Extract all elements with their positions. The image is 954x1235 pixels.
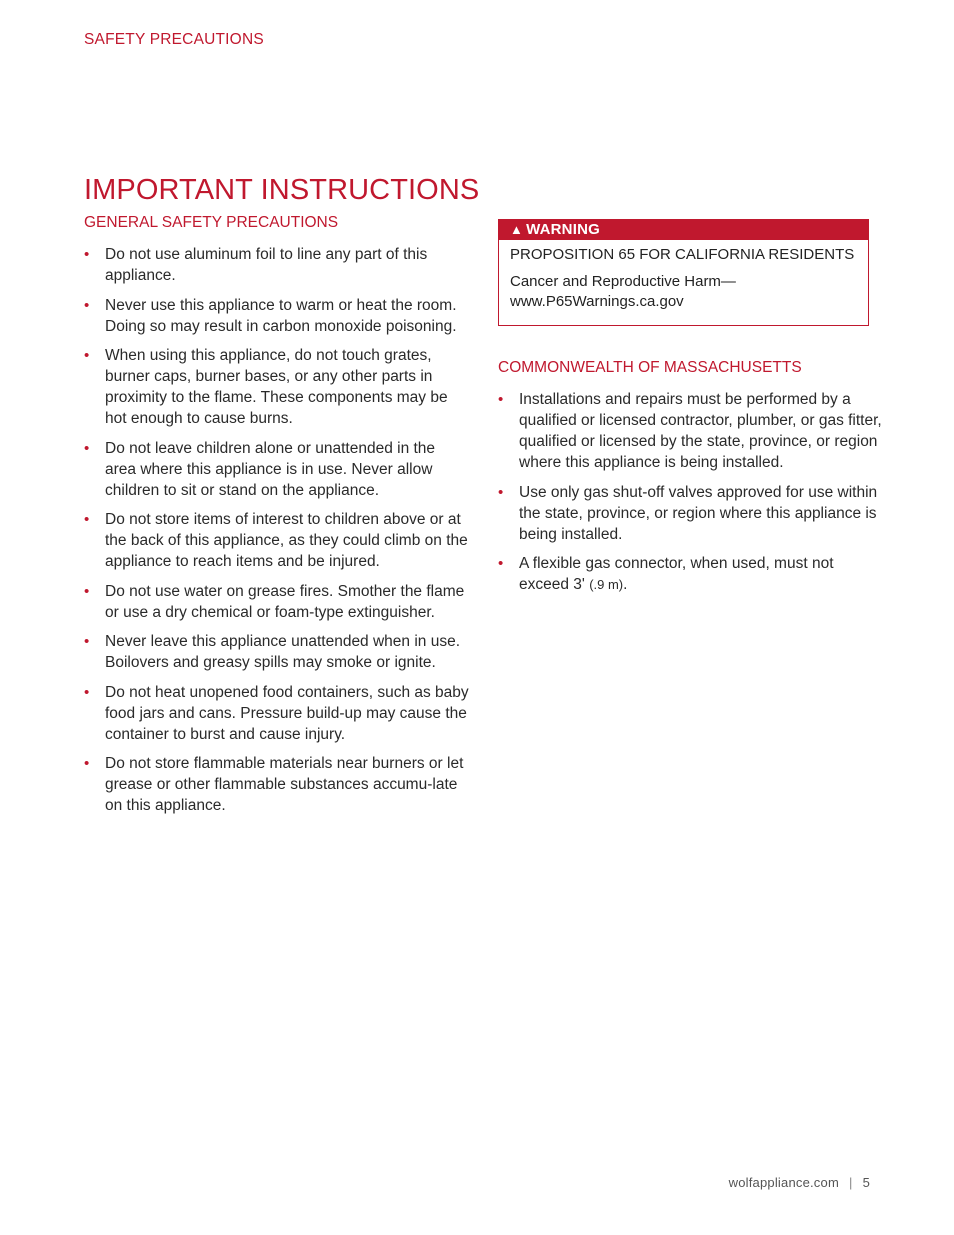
list-item: • Never leave this appliance unattended when in use. Boilovers and greasy spills may smoke or ignite. (84, 633, 461, 671)
list-item: • Installations and repairs must be performed by a qualified or licensed contractor, plumber, or gas fitter, qualified or licensed by the state, province, or region where this appliance is being installed. (498, 391, 882, 471)
bullet-icon: • (498, 391, 504, 408)
bullet-icon: • (84, 683, 90, 701)
list-item: • A flexible gas connector, when used, must not exceed 3' (.9 m). (498, 555, 834, 593)
list-item: • Do not use aluminum foil to line any part of this appliance. (84, 246, 428, 284)
bullet-icon: • (84, 633, 90, 650)
footer-site-link[interactable]: wolfappliance.com (728, 1175, 839, 1190)
warning-label: WARNING (526, 221, 600, 238)
list-item: • Do not store flammable materials near burners or let grease or other flammable substances accumu-late on this appliance. (84, 755, 464, 814)
page-title: IMPORTANT INSTRUCTIONS (84, 174, 480, 206)
general-precautions-heading: GENERAL SAFETY PRECAUTIONS (84, 214, 339, 231)
page-footer (729, 1175, 870, 1190)
bullet-icon: • (84, 755, 90, 772)
proposition-65-text: PROPOSITION 65 FOR CALIFORNIA RESIDENTS (510, 246, 855, 263)
bullet-icon: • (84, 246, 90, 263)
warning-box (498, 219, 869, 326)
list-item: • Do not use water on grease fires. Smother the flame or use a dry chemical or foam-type extinguisher. (84, 582, 465, 621)
general-precautions-list (84, 244, 469, 816)
bullet-icon: • (498, 483, 504, 501)
list-item: • When using this appliance, do not touch grates, burner caps, burner bases, or any other parts in proximity to the flame. These components may be hot enough to cause burns. (84, 347, 448, 427)
list-item: • Use only gas shut-off valves approved for use within the state, province, or region where this appliance is being installed. (498, 483, 878, 543)
warning-triangle-icon: ▲ (510, 222, 524, 237)
general-precautions-column (84, 214, 469, 825)
bullet-icon: • (84, 511, 90, 528)
list-item: • Do not store items of interest to children above or at the back of this appliance, as they could climb on the appliance to reach items and be injured. (84, 511, 468, 570)
warning-body (499, 240, 868, 325)
right-column (498, 219, 883, 604)
harm-text: Cancer and Reproductive Harm— www.P65Warnings.ca.gov (510, 273, 736, 310)
massachusetts-heading: COMMONWEALTH OF MASSACHUSETTS (498, 359, 802, 376)
list-item: • Never use this appliance to warm or heat the room. Doing so may result in carbon monoxide poisoning. (84, 296, 457, 335)
list-item: • Do not leave children alone or unattended in the area where this appliance is in use. Never allow children to sit or stand on the appliance. (84, 439, 436, 499)
p65-warnings-link[interactable]: www.P65Warnings.ca.gov (510, 293, 684, 310)
section-tag: SAFETY PRECAUTIONS (84, 31, 264, 48)
warning-header (499, 220, 868, 240)
list-item: • Do not heat unopened food containers, such as baby food jars and cans. Pressure build-up may cause the container to burst and cause injury. (84, 683, 469, 743)
bullet-icon: • (84, 439, 90, 457)
bullet-icon: • (498, 555, 504, 572)
massachusetts-list (498, 389, 883, 595)
page-number: 5 (862, 1175, 870, 1190)
footer-separator: | (848, 1175, 853, 1190)
bullet-icon: • (84, 347, 90, 364)
bullet-icon: • (84, 296, 90, 314)
bullet-icon: • (84, 582, 90, 600)
